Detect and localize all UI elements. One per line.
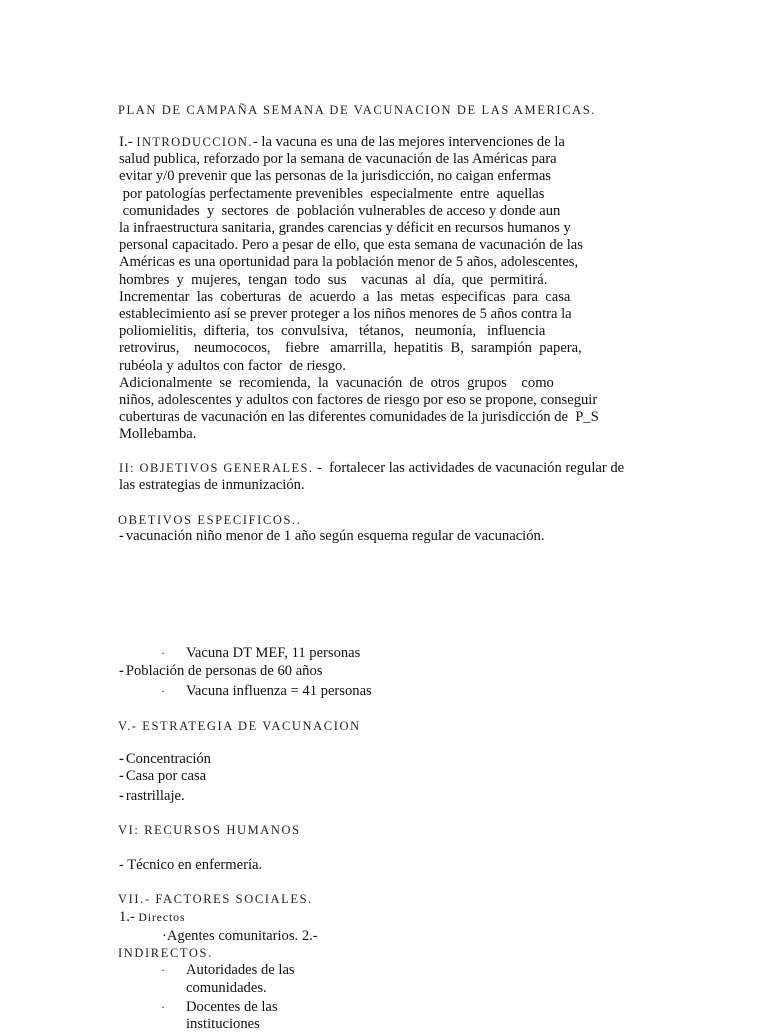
indirectos-label: INDIRECTOS. bbox=[118, 946, 213, 960]
bullet-dot: · bbox=[161, 1000, 165, 1014]
bullet-dot: · bbox=[161, 646, 165, 660]
objetivos-generales-label: II: OBJETIVOS GENERALES. bbox=[119, 461, 314, 475]
estrategia-item-text: Concentración bbox=[125, 751, 211, 767]
poblacion-60-item: - Población de personas de 60 años bbox=[119, 663, 323, 679]
intro-line: Mollebamba. bbox=[119, 426, 197, 443]
autoridades-item-cont: comunidades. bbox=[186, 980, 267, 996]
intro-line: retrovirus, neumococos, fiebre amarrilla, hepatitis B, sarampión papera, bbox=[119, 340, 582, 357]
objetivos-especificos-label: OBETIVOS ESPECIFICOS.. bbox=[118, 513, 302, 527]
intro-number: I.- bbox=[119, 134, 133, 150]
objetivos-generales-text: - fortalecer las actividades de vacunación regular de bbox=[317, 460, 625, 476]
intro-line: niños, adolescentes y adultos con factores de riesgo por eso se propone, conseguir bbox=[119, 392, 598, 409]
agentes-comunitarios-item: ·Agentes comunitarios. 2.- bbox=[162, 928, 318, 944]
intro-line: rubéola y adultos con factor de riesgo. bbox=[119, 357, 346, 374]
intro-line: por patologías perfectamente prevenibles especialmente entre aquellas bbox=[119, 185, 545, 202]
intro-line: la infraestructura sanitaria, grandes carencias y déficit en recursos humanos y bbox=[119, 220, 571, 237]
intro-line: hombres y mujeres, tengan todo sus vacunas al día, que permitirá. bbox=[119, 271, 548, 288]
intro-line: Américas es una oportunidad para la población menor de 5 años, adolescentes, bbox=[119, 254, 579, 271]
bullet-dot: · bbox=[161, 684, 165, 698]
estrategia-item: - Concentración bbox=[119, 751, 211, 767]
recursos-item: - Técnico en enfermería. bbox=[119, 857, 263, 873]
intro-line: cuberturas de vacunación en las diferentes comunidades de la jurisdicción de P_S bbox=[119, 409, 599, 426]
vacuna-dt-item: Vacuna DT MEF, 11 personas bbox=[186, 645, 361, 661]
directos-line bbox=[119, 909, 185, 927]
intro-line: Incrementar las coberturas de acuerdo a las metas especificas para casa bbox=[119, 288, 571, 305]
factores-heading: VII.- FACTORES SOCIALES. bbox=[118, 892, 313, 906]
objetivos-generales-text-2: las estrategias de inmunización. bbox=[119, 477, 305, 494]
document-title: PLAN DE CAMPAÑA SEMANA DE VACUNACION DE LAS AMERICAS. bbox=[118, 103, 597, 117]
estrategia-item-text: Casa por casa bbox=[125, 768, 207, 784]
intro-line-0 bbox=[119, 134, 647, 151]
directos-label: Directos bbox=[138, 912, 186, 924]
vacuna-influenza-item: Vacuna influenza = 41 personas bbox=[186, 683, 372, 699]
intro-line: personal capacitado. Pero a pesar de ello, que esta semana de vacunación de las bbox=[119, 237, 583, 254]
estrategia-heading: V.- ESTRATEGIA DE VACUNACION bbox=[118, 719, 361, 733]
intro-line: evitar y/0 prevenir que las personas de la jurisdicción, no caigan enfermas bbox=[119, 168, 551, 185]
intro-line-text: - la vacuna es una de las mejores intervenciones de la bbox=[252, 134, 565, 150]
directos-number: 1.- bbox=[119, 909, 135, 925]
objetivos-generales-section bbox=[119, 460, 647, 494]
objetivo-especifico-text: vacunación niño menor de 1 año según esquema regular de vacunación. bbox=[125, 528, 545, 544]
intro-line: comunidades y sectores de población vulnerables de acceso y donde aun bbox=[119, 202, 561, 219]
estrategia-item: - Casa por casa bbox=[119, 768, 207, 784]
intro-line: poliomielitis, difteria, tos convulsiva, tétanos, neumonía, influencia bbox=[119, 323, 546, 340]
docentes-item-cont: instituciones bbox=[186, 1016, 260, 1032]
objetivo-especifico-item: - vacunación niño menor de 1 año según esquema regular de vacunación. bbox=[119, 528, 545, 544]
intro-line: Adicionalmente se recomienda, la vacunación de otros grupos como bbox=[119, 374, 554, 391]
autoridades-item: Autoridades de las bbox=[186, 962, 295, 978]
intro-line: establecimiento así se prever proteger a los niños menores de 5 años contra la bbox=[119, 306, 572, 323]
estrategia-item: - rastrillaje. bbox=[119, 788, 185, 804]
recursos-heading: VI: RECURSOS HUMANOS bbox=[118, 823, 301, 837]
intro-label: INTRODUCCION. bbox=[136, 135, 253, 149]
objetivos-generales-line bbox=[119, 460, 647, 477]
poblacion-60-text: Población de personas de 60 años bbox=[125, 663, 323, 679]
introduccion-section bbox=[119, 134, 647, 444]
docentes-item: Docentes de las bbox=[186, 999, 278, 1015]
intro-line: salud publica, reforzado por la semana de vacunación de las Américas para bbox=[119, 151, 557, 168]
bullet-dot: · bbox=[161, 963, 165, 977]
estrategia-item-text: rastrillaje. bbox=[125, 788, 185, 804]
